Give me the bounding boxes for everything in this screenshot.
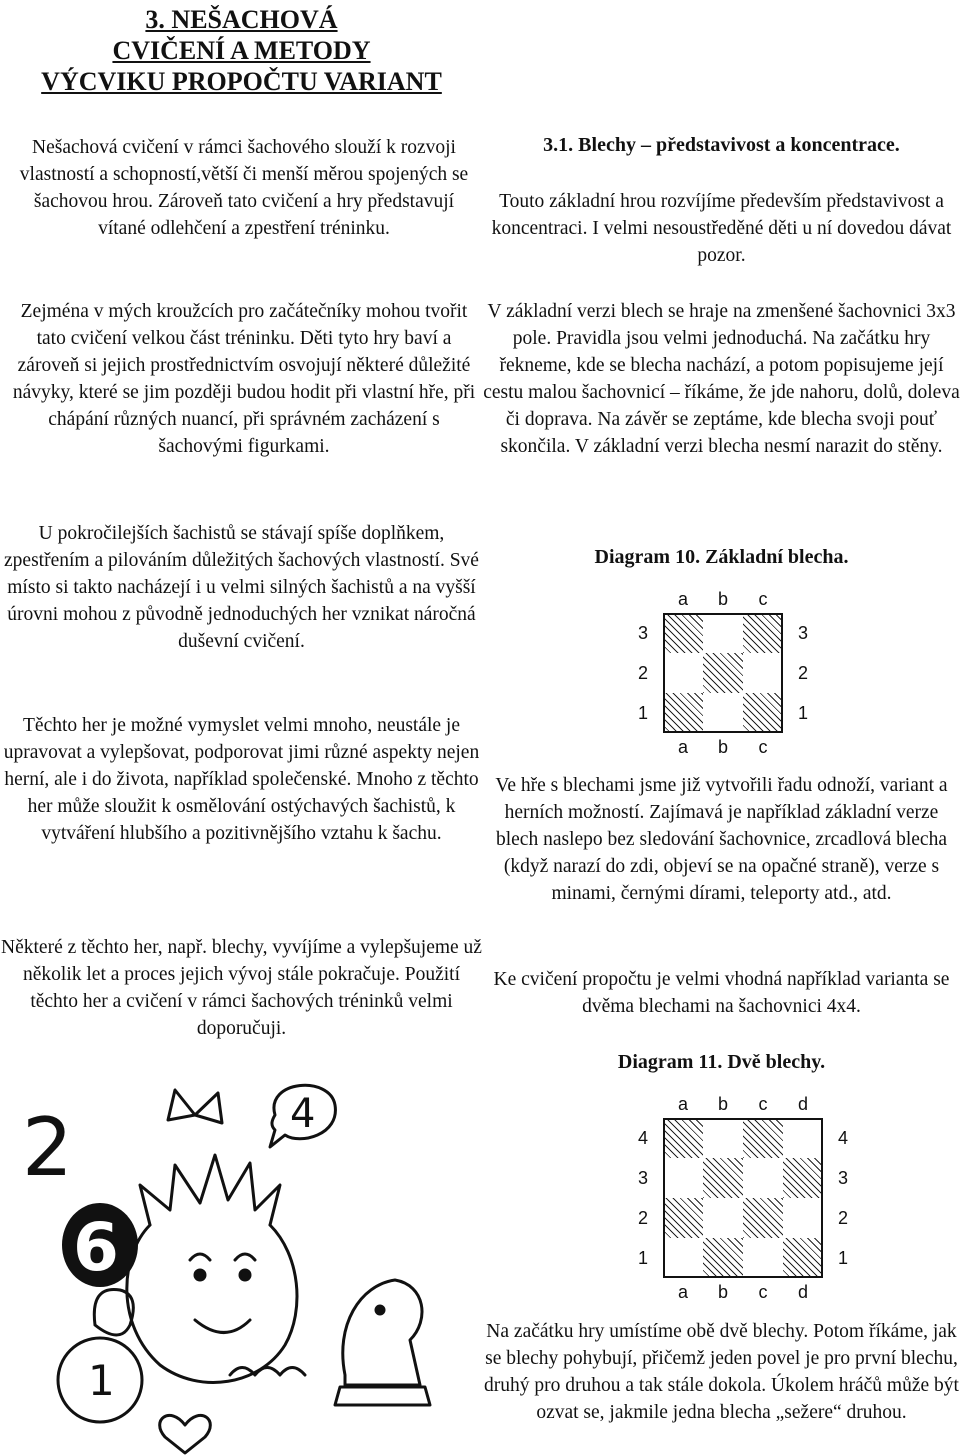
rank-label-left: 2 xyxy=(637,663,648,683)
rank-label-right: 4 xyxy=(837,1128,848,1148)
file-label-top: b xyxy=(717,589,728,609)
rank-label-left: 2 xyxy=(637,1208,648,1228)
rank-label-right: 1 xyxy=(837,1248,848,1268)
rank-label-left: 1 xyxy=(637,1248,648,1268)
rank-label-right: 2 xyxy=(797,663,808,683)
child-illustration xyxy=(0,1075,470,1455)
paragraph-beginners: Zejména v mých kroužcích pro začátečníky mohou tvořit tato cvičení velkou část tréninku. Děti tyto hry baví a zároveň si jejich prostřednictvím osvojují některé důležité návyky, které se jim později budou hodit při vlastní hře, při chápání různých nuancí, při správném zacházení s šachovými figurkami. xyxy=(12,301,476,457)
number-two: 2 xyxy=(22,1101,73,1194)
paragraph-two-fleas: Ke cvičení propočtu je velmi vhodná například varianta se dvěma blechami na šachovnici 4x4. xyxy=(493,969,950,1017)
rank-label-right: 3 xyxy=(797,623,808,643)
paragraph-start: Na začátku hry umístíme obě dvě blechy. Potom říkáme, jak se blechy pohybují, přičemž jeden povel je pro první blechu, druhý pro druhou a tak stále dokola. Úkolem hráčů může být ozvat se, jakmile jedna blecha „sežere“ druhou. xyxy=(484,1321,959,1423)
number-six: 6 xyxy=(73,1209,119,1286)
paragraph-intro: Nešachová cvičení v rámci šachového slouží k rozvoji vlastností a schopností,větší či menší měrou spojených se šachovou hrou. Zároveň tato cvičení a hry představují vítané odlehčení a zpestření tréninku. xyxy=(19,137,469,239)
head-outline xyxy=(127,1225,297,1382)
file-label-top: c xyxy=(758,589,768,609)
diagram10-title: Diagram 10. Základní blecha. xyxy=(594,546,849,568)
file-label-bottom: c xyxy=(758,737,768,757)
diagram11-board xyxy=(613,1090,848,1308)
title-line-2: CVIČENÍ A METODY xyxy=(112,36,371,65)
file-label-top: a xyxy=(677,589,688,609)
paragraph-fleas-intro: Touto základní hrou rozvíjíme především představivost a koncentraci. I velmi nesoustředěné děti u ní dovedou dávat pozor. xyxy=(491,191,952,266)
file-label-bottom: a xyxy=(677,737,688,757)
rank-label-right: 2 xyxy=(837,1208,848,1228)
page-title xyxy=(0,4,483,97)
file-label-top: a xyxy=(677,1094,688,1114)
file-label-bottom: c xyxy=(758,1282,768,1302)
file-label-bottom: b xyxy=(717,1282,728,1302)
number-one: 1 xyxy=(88,1356,115,1405)
paragraph-games: Těchto her je možné vymyslet velmi mnoho, neustále je upravovat a vylepšovat, podporovat jimi různé aspekty nejen herní, ale i do života, například společenské. Mnoho z těchto her může sloužit k osmělování ostýchavých šachistů, k vytváření hlubšího a pozitivnějšího vztahu k šachu. xyxy=(3,715,480,844)
diagram11-title: Diagram 11. Dvě blechy. xyxy=(617,1051,826,1073)
board-border xyxy=(663,613,783,733)
diagram10-board xyxy=(613,585,833,765)
paragraph-recommendation: Některé z těchto her, např. blechy, vyvíjíme a vylepšujeme už několik let a proces jejich vývoj stále pokračuje. Použití těchto her a cvičení v rámci šachových tréninků velmi doporučuji. xyxy=(1,937,482,1039)
board-border xyxy=(663,1118,823,1278)
number-four: 4 xyxy=(290,1091,316,1137)
rank-label-left: 3 xyxy=(637,623,648,643)
rank-label-left: 4 xyxy=(637,1128,648,1148)
file-label-bottom: d xyxy=(797,1282,808,1302)
rank-label-right: 3 xyxy=(837,1168,848,1188)
file-label-bottom: b xyxy=(717,737,728,757)
section-heading: 3.1. Blechy – představivost a koncentrace. xyxy=(543,134,900,156)
paragraph-advanced: U pokročilejších šachistů se stávají spíše doplňkem, zpestřením a pilováním důležitých šachových vlastností. Své místo si takto nacházejí i u velmi silných šachistů a na vyšší úrovni mohou z původně jednoduchých her vznikat náročná duševní cvičení. xyxy=(4,523,479,652)
rank-label-right: 1 xyxy=(797,703,808,723)
file-label-top: d xyxy=(797,1094,808,1114)
file-label-top: b xyxy=(717,1094,728,1114)
rank-label-left: 1 xyxy=(637,703,648,723)
title-line-1: 3. NEŠACHOVÁ xyxy=(145,5,338,34)
rank-label-left: 3 xyxy=(637,1168,648,1188)
title-line-3: VÝCVIKU PROPOČTU VARIANT xyxy=(41,67,442,96)
paragraph-fleas-rules: V základní verzi blech se hraje na zmenšené šachovnici 3x3 pole. Pravidla jsou velmi jednoduchá. Na začátku hry řekneme, kde se blecha nachází, a potom popisujeme její cestu malou šachovnicí – říkáme, že jde nahoru, dolů, doleva či doprava. Na závěr se zeptáme, kde blecha svoji pouť skončila. V základní verzi blecha nesmí narazit do stěny. xyxy=(483,301,960,457)
file-label-bottom: a xyxy=(677,1282,688,1302)
file-label-top: c xyxy=(758,1094,768,1114)
paragraph-variants: Ve hře s blechami jsme již vytvořili řadu odnoží, variant a herních možností. Zajímavá je například základní verze blech naslepo bez sledování šachovnice, zrcadlová blecha (když narazí do zdi, objeví se na opačné straně), verze s minami, černými dírami, teleporty atd., atd. xyxy=(495,775,948,904)
